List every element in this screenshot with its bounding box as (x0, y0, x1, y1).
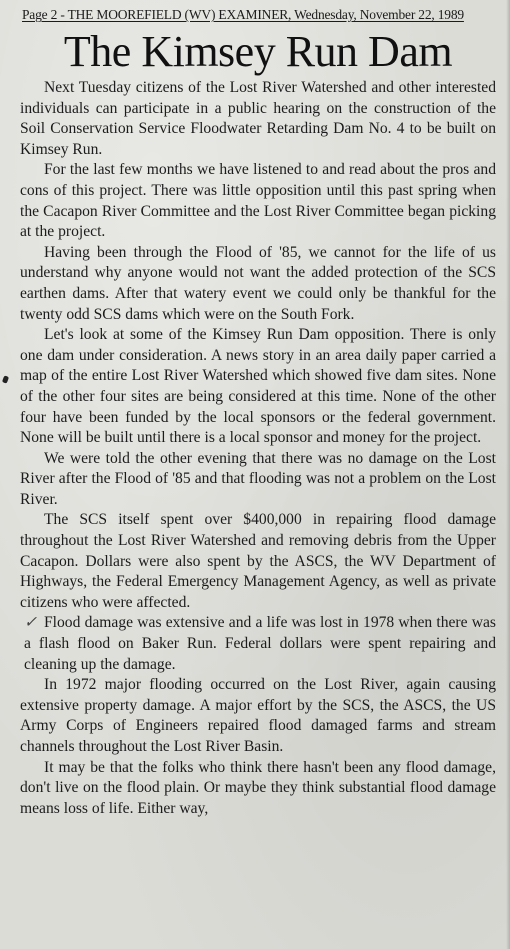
article-paragraph: It may be that the folks who think there hasn't been any flood damage, don't live on the flood plain. Or maybe they think substantial flood damage means loss of life. Either way, (20, 758, 496, 817)
article-paragraph: In 1972 major flooding occurred on the Lost River, again causing extensive property damage. A major effort by the SCS, the ASCS, the US Army Corps of Engineers repaired flood damaged farms and stream channels throughout the Lost River Basin. (20, 676, 496, 755)
article-paragraph: The SCS itself spent over $400,000 in repairing flood damage throughout the Lost River Watershed and removing debris from the Upper Cacapon. Dollars were also spent by the ASCS, the WV Department of Highways, the Federal Emergency Management Agency, as well as private citizens who were affected. (20, 511, 496, 611)
article-paragraph: Next Tuesday citizens of the Lost River Watershed and other interested individuals can participate in a public hearing on the construction of the Soil Conservation Service Floodwater Retarding Dam No. 4 to be built on Kimsey Run. (20, 79, 496, 158)
page-header: Page 2 - THE MOOREFIELD (WV) EXAMINER, Wednesday, November 22, 1989 (22, 7, 464, 22)
article-paragraph: Let's look at some of the Kimsey Run Dam opposition. There is only one dam under consideration. A news story in an area daily paper carried a map of the entire Lost River Watershed which showed five dam sites. None of the other four sites are being considered at this time. None of the other four have been funded by the local sponsors or the federal government. None will be built until there is a local sponsor and money for the project. (20, 326, 496, 447)
paper-edge-shadow (506, 0, 510, 949)
article-paragraph: Having been through the Flood of '85, we cannot for the life of us understand why anyone would not want the added protection of the SCS earthen dams. After that watery event we could only be thankful for the twenty odd SCS dams which were on the South Fork. (20, 243, 496, 323)
handwritten-check-icon: ✓ (24, 614, 38, 632)
article-paragraph-checked (20, 613, 496, 675)
article-paragraph-text: Flood damage was extensive and a life was lost in 1978 when there was a flash flood on Baker Run. Federal dollars were spent repairing and cleaning up the damage. (24, 614, 496, 673)
article-body (20, 78, 496, 819)
article-paragraph: We were told the other evening that there was no damage on the Lost River after the Flood of '85 and that flooding was not a problem on the Lost River. (20, 449, 496, 508)
article-title: The Kimsey Run Dam (63, 27, 453, 76)
article-paragraph: For the last few months we have listened to and read about the pros and cons of this project. There was little opposition until this past spring when the Cacapon River Committee and the Lost River Committee began picking at the project. (20, 161, 496, 241)
